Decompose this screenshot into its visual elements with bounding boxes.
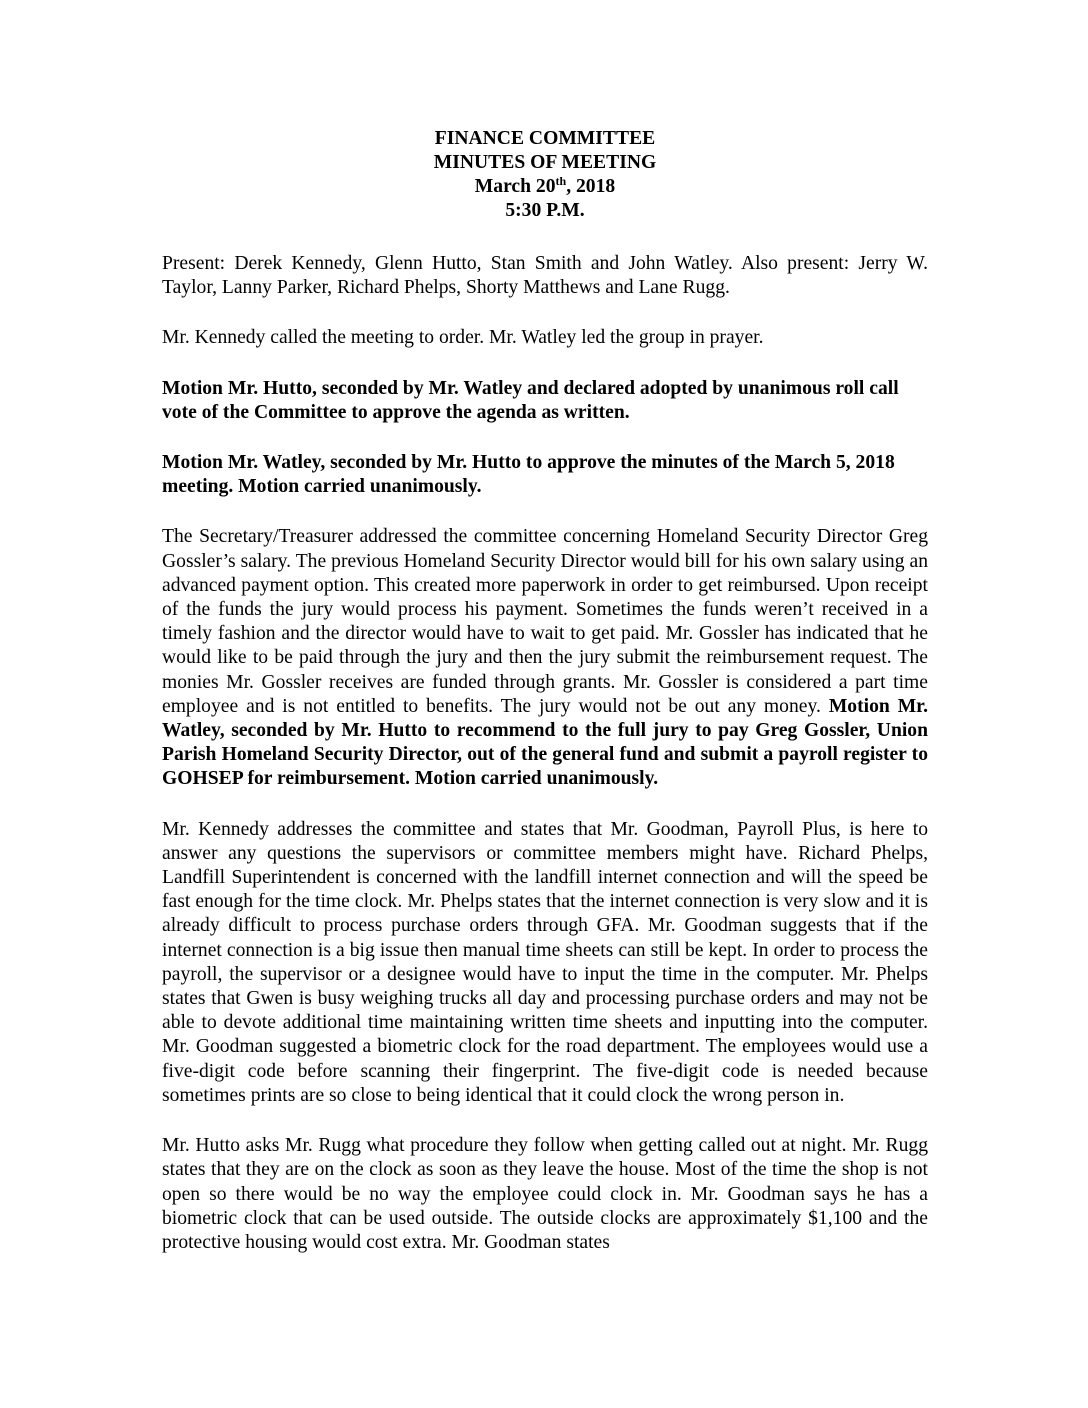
attendance-paragraph: Present: Derek Kennedy, Glenn Hutto, Stan Smith and John Watley. Also present: Jerry W. Taylor, Lanny Parker, Richard Phelps, Shorty Matthews and Lane Rugg. xyxy=(162,253,928,299)
call-to-order-paragraph: Mr. Kennedy called the meeting to order. Mr. Watley led the group in prayer. xyxy=(162,327,764,349)
homeland-security-text: The Secretary/Treasurer addressed the committee concerning Homeland Security Director Greg Gossler’s salary. The previous Homeland Security Director would bill for his own salary using an advanced payment option. This created more paperwork in order to get reimbursed. Upon receipt of the funds the jury would process his payment. Sometimes the funds weren’t received in a timely fashion and the director would have to wait to get paid. Mr. Gossler has indicated that he would like to be paid through the jury and then the jury submit the reimbursement request. The monies Mr. Gossler receives are funded through grants. Mr. Gossler is considered a part time employee and is not entitled to benefits. The jury would not be out any money. xyxy=(162,526,928,717)
meeting-date-main: March 20 xyxy=(474,176,556,197)
document-header xyxy=(162,127,928,223)
meeting-time: 5:30 P.M. xyxy=(505,200,585,221)
motion-agenda: Motion Mr. Hutto, seconded by Mr. Watley and declared adopted by unanimous roll call vote of the Committee to approve the agenda as written. xyxy=(162,377,899,423)
callout-procedure-paragraph: Mr. Hutto asks Mr. Rugg what procedure they follow when getting called out at night. Mr. Rugg states that they are on the clock as soon as they leave the house. Most of the time the shop is not open so there would be no way the employee could clock in. Mr. Goodman says he has a biometric clock that can be used outside. The outside clocks are approximately $1,100 and the protective housing would cost extra. Mr. Goodman states xyxy=(162,1135,928,1253)
homeland-security-paragraph xyxy=(162,525,928,791)
committee-title: FINANCE COMMITTEE xyxy=(434,128,656,149)
document-body xyxy=(162,127,928,1255)
meeting-date-ordinal: th xyxy=(555,174,567,188)
meeting-date-year: , 2018 xyxy=(566,176,616,197)
minutes-title: MINUTES OF MEETING xyxy=(433,152,657,173)
payroll-clock-paragraph: Mr. Kennedy addresses the committee and states that Mr. Goodman, Payroll Plus, is here to answer any questions the supervisors or committee members might have. Richard Phelps, Landfill Superintendent is concerned with the landfill internet connection and will the speed be fast enough for the time clock. Mr. Phelps states that the internet connection is very slow and it is already difficult to process purchase orders through GFA. Mr. Goodman suggests that if the internet connection is a big issue then manual time sheets can still be kept. In order to process the payroll, the supervisor or a designee would have to input the time in the computer. Mr. Phelps states that Gwen is busy weighing trucks all day and processing purchase orders and may not be able to devote additional time maintaining written time sheets and inputting into the computer. Mr. Goodman suggested a biometric clock for the road department. The employees would use a five-digit code before scanning their fingerprint. The five-digit code is needed because sometimes prints are so close to being identical that it could clock the wrong person in. xyxy=(162,818,928,1106)
motion-minutes: Motion Mr. Watley, seconded by Mr. Hutto to approve the minutes of the March 5, 2018 meeting. Motion carried unanimously. xyxy=(162,452,895,498)
meeting-date xyxy=(162,175,928,199)
homeland-security-motion: Motion Mr. Watley, seconded by Mr. Hutto to recommend to the full jury to pay Greg Gossler, Union Parish Homeland Security Director, out of the general fund and submit a payroll register to GOHSEP for reimbursement. Motion carried unanimously. xyxy=(162,695,928,790)
